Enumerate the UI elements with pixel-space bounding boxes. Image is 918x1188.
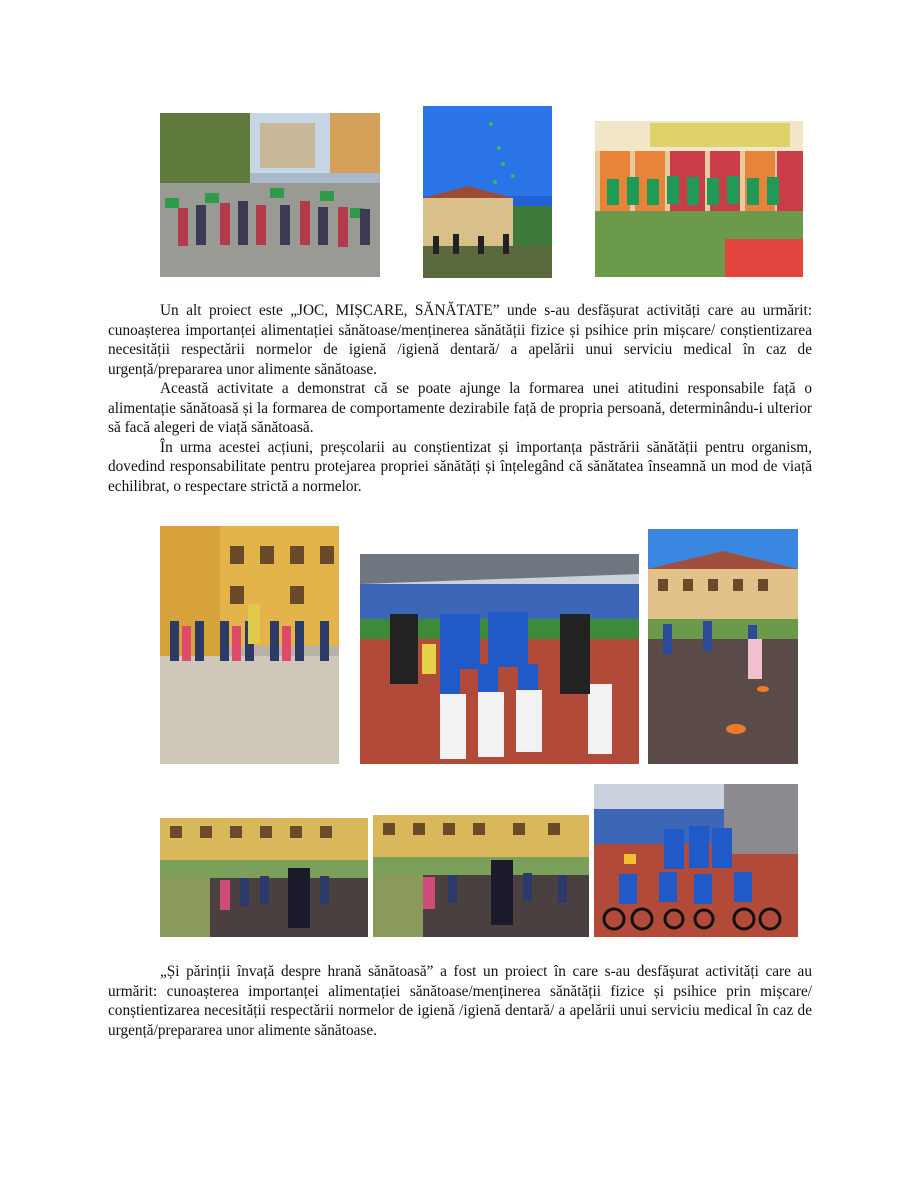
photo-courtyard-activity-1 <box>160 818 368 937</box>
photo-balloons-blue-sky <box>423 106 552 278</box>
paragraph-joc-miscare-sanatate: Un alt proiect este „JOC, MIȘCARE, SĂNĂTATE” unde s-au desfășurat activități care au urmărit: cunoașterea importanței alimentației sănătoase/menținerea sănătății fizice și psihice prin mișcare/ conștientizarea necesității respectării normelor de igienă /igienă dentară/ a apelării unui serviciu medical în caz de urgență/prepararea unor alimente sănătoase. <box>108 302 812 378</box>
paragraph-preschoolers-awareness: În urma acestei acțiuni, preșcolarii au conștientizat și importanța păstrării sănătății pentru organism, dovedind responsabilitate pentru protejarea propriei sănătăți și înțelegând că sănătatea înseamnă un mod de viață echilibrat, o respectare strictă a normelor. <box>108 438 812 495</box>
photo-stadium-sack-race <box>360 554 639 764</box>
photo-playground-cones <box>648 529 798 764</box>
photo-stadium-bicycles <box>594 784 798 937</box>
project-description <box>108 301 812 496</box>
paragraph-parents-learn: „Și părinții învață despre hrană sănătoasă” a fost un proiect în care s-au desfășurat activități care au urmărit: cunoașterea importanței alimentației sănătoase/menținerea sănătății fizice și psihice prin mișcare/ conștientizarea necesității respectării normelor de igienă /igienă dentară/ a apelării unui serviciu medical în caz de urgență/prepararea unor alimente sănătoase. <box>108 963 812 1039</box>
paragraph-activity-result: Această activitate a demonstrat că se poate ajunge la formarea unei atitudini responsabile față o alimentație sănătoasă și la formarea de comportamente dezirabile față de propria persoană, determinându-i ulterior să facă alegeri de viață sănătoasă. <box>108 380 812 436</box>
parents-project-description <box>108 962 812 1040</box>
photo-courtyard-scooters <box>160 526 339 764</box>
photo-classroom-green-shirts <box>595 121 803 277</box>
photo-children-green-cards-outdoor <box>160 113 380 277</box>
photo-courtyard-activity-2 <box>373 815 589 937</box>
